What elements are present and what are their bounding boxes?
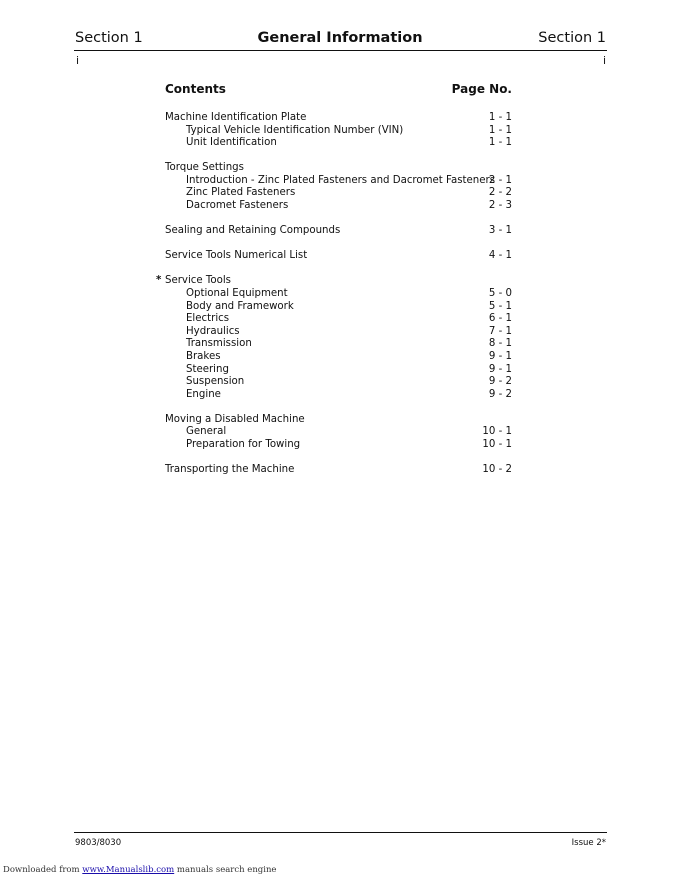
toc-subentry[interactable] (165, 439, 512, 452)
contents-header (165, 82, 512, 96)
toc-entry-title: Moving a Disabled Machine (165, 413, 305, 425)
toc-group (165, 464, 512, 477)
toc-group (165, 162, 512, 212)
footer-doc-code: 9803/8030 (75, 838, 122, 848)
toc-subentry[interactable] (165, 426, 512, 439)
toc-group (165, 250, 512, 263)
toc-subentry[interactable] (165, 376, 512, 389)
toc-subentry[interactable] (165, 326, 512, 339)
toc-entry-title: Service Tools Numerical List (165, 250, 308, 262)
toc-entry-title: Service Tools (165, 275, 231, 287)
toc-subentry-page: 1 - 1 (488, 137, 512, 149)
page-number-left: i (76, 54, 80, 67)
toc-subentry-page: 8 - 1 (488, 338, 512, 350)
download-note (3, 865, 276, 875)
toc-subentry-page: 9 - 2 (488, 376, 512, 388)
toc-subentry-title: Hydraulics (186, 325, 240, 337)
toc-entry[interactable] (156, 275, 512, 288)
toc-subentry-title: Preparation for Towing (186, 438, 301, 450)
toc-subentry-title: Brakes (186, 350, 221, 362)
download-suffix: manuals search engine (174, 865, 277, 875)
toc-subentry-title: Steering (186, 363, 229, 375)
toc-entry-page: 1 - 1 (488, 112, 512, 123)
page-number-right: i (602, 54, 606, 67)
page-title: General Information (257, 30, 423, 46)
toc-group (156, 275, 512, 401)
toc-entry-page: 10 - 2 (482, 464, 512, 476)
revision-marker: * (156, 275, 162, 287)
toc-subentry[interactable] (165, 288, 512, 301)
toc-subentry[interactable] (165, 125, 512, 138)
toc-subentry[interactable] (165, 389, 512, 402)
footer-issue: Issue 2* (571, 838, 606, 848)
header-rule (74, 50, 607, 51)
contents-label: Contents (165, 82, 226, 96)
toc-subentry-title: Suspension (186, 376, 245, 388)
toc-subentry[interactable] (165, 313, 512, 326)
toc-subentry[interactable] (165, 187, 512, 200)
header-section-left: Section 1 (75, 30, 143, 46)
toc-subentry[interactable] (165, 301, 512, 314)
toc-subentry-page: 7 - 1 (488, 325, 512, 337)
toc-entry[interactable] (165, 225, 512, 238)
toc-entry[interactable] (165, 250, 512, 263)
toc-subentry-page: 9 - 2 (488, 388, 512, 400)
toc-subentry-page: 5 - 1 (488, 300, 512, 312)
toc-entry[interactable] (165, 464, 512, 477)
toc-group (165, 225, 512, 238)
toc-entry-page: 3 - 1 (488, 225, 512, 237)
toc-entry-title: Machine Identification Plate (165, 112, 307, 123)
toc-subentry-title: Zinc Plated Fasteners (186, 187, 296, 199)
toc-subentry-title: Typical Vehicle Identification Number (VIN) (186, 124, 404, 136)
toc-subentry-page: 9 - 1 (488, 363, 512, 375)
toc-subentry-title: Transmission (186, 338, 252, 350)
toc-entry-title: Sealing and Retaining Compounds (165, 225, 341, 237)
footer-rule (74, 832, 607, 833)
table-of-contents (156, 112, 512, 489)
toc-entry[interactable] (165, 162, 512, 175)
toc-subentry[interactable] (165, 338, 512, 351)
manualslib-link[interactable]: www.Manualslib.com (82, 865, 175, 875)
toc-entry-title: Torque Settings (165, 162, 244, 174)
toc-subentry[interactable] (165, 137, 512, 150)
toc-group (165, 112, 512, 150)
toc-subentry-page: 9 - 1 (488, 350, 512, 362)
header-section-right: Section 1 (538, 30, 606, 46)
toc-subentry-page: 1 - 1 (488, 124, 512, 136)
toc-subentry-page: 2 - 1 (488, 174, 512, 186)
toc-entry[interactable] (165, 414, 512, 427)
toc-subentry-page: 2 - 2 (488, 187, 512, 199)
toc-subentry-page: 10 - 1 (482, 426, 512, 438)
toc-subentry-title: Engine (186, 388, 221, 400)
toc-subentry[interactable] (165, 351, 512, 364)
toc-subentry[interactable] (165, 175, 512, 188)
toc-subentry-page: 10 - 1 (482, 438, 512, 450)
toc-subentry-title: Introduction - Zinc Plated Fasteners and Dacromet Fasteners (186, 174, 495, 186)
toc-subentry-page: 2 - 3 (488, 200, 512, 212)
toc-subentry-page: 6 - 1 (488, 313, 512, 325)
page-no-label: Page No. (451, 82, 512, 96)
toc-subentry[interactable] (165, 364, 512, 377)
toc-subentry-title: General (186, 426, 227, 438)
toc-subentry-title: Dacromet Fasteners (186, 200, 289, 212)
toc-group (165, 414, 512, 452)
toc-subentry-title: Optional Equipment (186, 287, 288, 299)
toc-entry-title: Transporting the Machine (165, 464, 295, 476)
toc-subentry-title: Electrics (186, 313, 230, 325)
toc-entry-page: 4 - 1 (488, 250, 512, 262)
toc-subentry-title: Body and Framework (186, 300, 294, 312)
download-prefix: Downloaded from (3, 865, 83, 875)
toc-subentry[interactable] (165, 200, 512, 213)
toc-entry[interactable] (165, 112, 512, 125)
toc-subentry-title: Unit Identification (186, 137, 277, 149)
toc-subentry-page: 5 - 0 (488, 287, 512, 299)
